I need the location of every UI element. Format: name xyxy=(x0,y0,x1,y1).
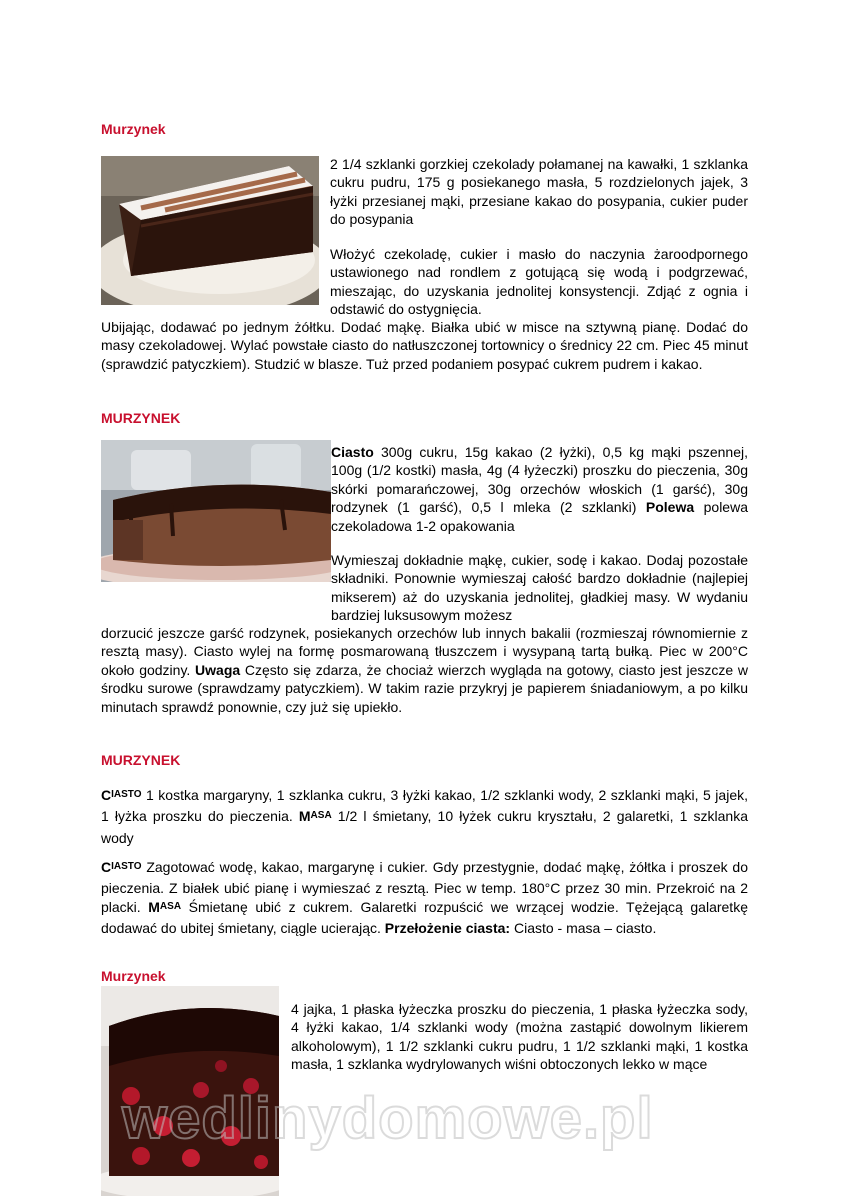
ciasto-smallcaps-label: $C^{IASTO}$ xyxy=(101,787,142,803)
recipe-4-title: Murzynek xyxy=(101,968,166,984)
ciasto-ingredients: 300g cukru, 15g kakao (2 łyżki), 0,5 kg mąki pszennej, 100g (1/2 kostki) masła, 4g (4 łyżeczki) proszku do pieczenia, 30g skórki pomarańczowej, 30g orzechów włoskich (1 garść), 30g rodzynek (1 garść), 0,5 l mleka (2 szklanki) xyxy=(331,444,748,516)
recipe-3-method-a: Zagotować wodę, kakao, margarynę i cukier. Gdy przestygnie, dodać mąkę, żółtka i proszek do pieczenia. Z białek ubić pianę i wymieszać z resztą. Piec w temp. 180°C przez 30 min. Przekroić na 2 placki. xyxy=(101,859,748,915)
recipe-3-method-b: Śmietanę ubić z cukrem. Galaretki rozpuścić we wrzącej wodzie. Tężejącą galaretkę dodawać do ubitej śmietany, ciągle ucierając. xyxy=(101,898,748,937)
uwaga-label: Uwaga xyxy=(195,661,241,678)
ciasto-smallcaps-label-2: $C^{IASTO}$ xyxy=(101,859,142,875)
masa-smallcaps-label-2: $M^{ASA}$ xyxy=(148,898,182,915)
polewa-label: Polewa xyxy=(645,499,695,516)
watermark-text: wedlinydomowe.pl xyxy=(122,1086,654,1151)
recipe-2-method-part-b: Często się zdarza, że chociaż wierzch wygląda na gotowy, ciasto jest jeszcze w środku surowe (sprawdzamy patyczkiem). W takim razie przykryj je papierem śniadaniowym, a po kilku minutach sprawdź ponownie, czy już się upiekło. xyxy=(101,661,748,715)
recipe-2-photo xyxy=(101,440,331,582)
recipe-2-method-part-a: dorzucić jeszcze garść rodzynek, posiekanych orzechów lub innych bakalii (rozmieszaj równomiernie z resztą masy). Ciasto wylej na formę posmarowaną tłuszczem i wysypaną tartą bułką. Piec w 200°C około godziny. xyxy=(101,625,748,678)
recipe-3-title: MURZYNEK xyxy=(101,752,181,768)
ciasto-label: Ciasto xyxy=(331,444,374,460)
przelozenie-label: Przełożenie ciasta: xyxy=(384,920,511,937)
recipe-2-method-top: Wymieszaj dokładnie mąkę, cukier, sodę i kakao. Dodaj pozostałe składniki. Ponownie wymieszaj całość bardzo dokładnie (najlepiej mikserem) aż do uzyskania jednolitej, gładkiej masy. W wydaniu bardziej luksusowym możesz xyxy=(331,552,748,624)
recipe-1-ingredients: 2 1/4 szklanki gorzkiej czekolady połamanej na kawałki, 1 szklanka cukru pudru, 175 g posiekanego masła, 5 rozdzielonych jajek, 3 łyżki przesianej mąki, przesiane kakao do posypania, cukier puder do posypania xyxy=(330,156,748,228)
recipe-4-ingredients: 4 jajka, 1 płaska łyżeczka proszku do pieczenia, 1 płaska łyżeczka sody, 4 łyżki kakao, 1/4 szklanki wody (można zastąpić dowolnym likierem alkoholowym), 1 1/2 szklanki cukru pudru, 1 1/2 szklanki mąki, 1 kostka masła, 1 szklanka wydrylowanych wiśni obtoczonych lekko w mące xyxy=(291,1001,748,1073)
recipe-2-method-bottom xyxy=(101,624,748,716)
recipe-1-title: Murzynek xyxy=(101,121,166,137)
recipe-3-ingredients xyxy=(101,786,748,847)
recipe-2-title: MURZYNEK xyxy=(101,410,181,426)
recipe-3-ingredients-b: 1/2 l śmietany, 10 łyżek cukru kryształu, 2 galaretki, 1 szklanka wody xyxy=(101,808,749,846)
recipe-1-photo xyxy=(101,156,319,305)
recipe-1-method-top: Włożyć czekoladę, cukier i masło do naczynia żaroodpornego ustawionego nad rondlem z gotującą się wodą i podgrzewać, mieszając, do uzyskania jednolitej konsystencji. Zdjąć z ognia i odstawić do ostygnięcia. xyxy=(330,246,748,318)
recipe-2-ingredients xyxy=(331,443,748,535)
recipe-3-method xyxy=(101,858,748,938)
polewa-ingredients: polewa czekoladowa 1-2 opakowania xyxy=(331,499,748,534)
recipe-3-method-c: Ciasto - masa – ciasto. xyxy=(510,920,657,937)
masa-smallcaps-label: $M^{ASA}$ xyxy=(298,808,332,825)
recipe-3-ingredients-a: 1 kostka margaryny, 1 szklanka cukru, 3 łyżki kakao, 1/2 szklanki wody, 2 szklanki mąki, 5 jajek, 1 łyżka proszku do pieczenia. xyxy=(101,787,748,825)
recipe-1-method-bottom: Ubijając, dodawać po jednym żółtku. Dodać mąkę. Białka ubić w misce na sztywną pianę. Dodać do masy czekoladowej. Wylać powstałe ciasto do natłuszczonej tortownicy o średnicy 22 cm. Piec 45 minut (sprawdzić patyczkiem). Studzić w blasze. Tuż przed podaniem posypać cukrem pudrem i kakao. xyxy=(101,319,748,372)
